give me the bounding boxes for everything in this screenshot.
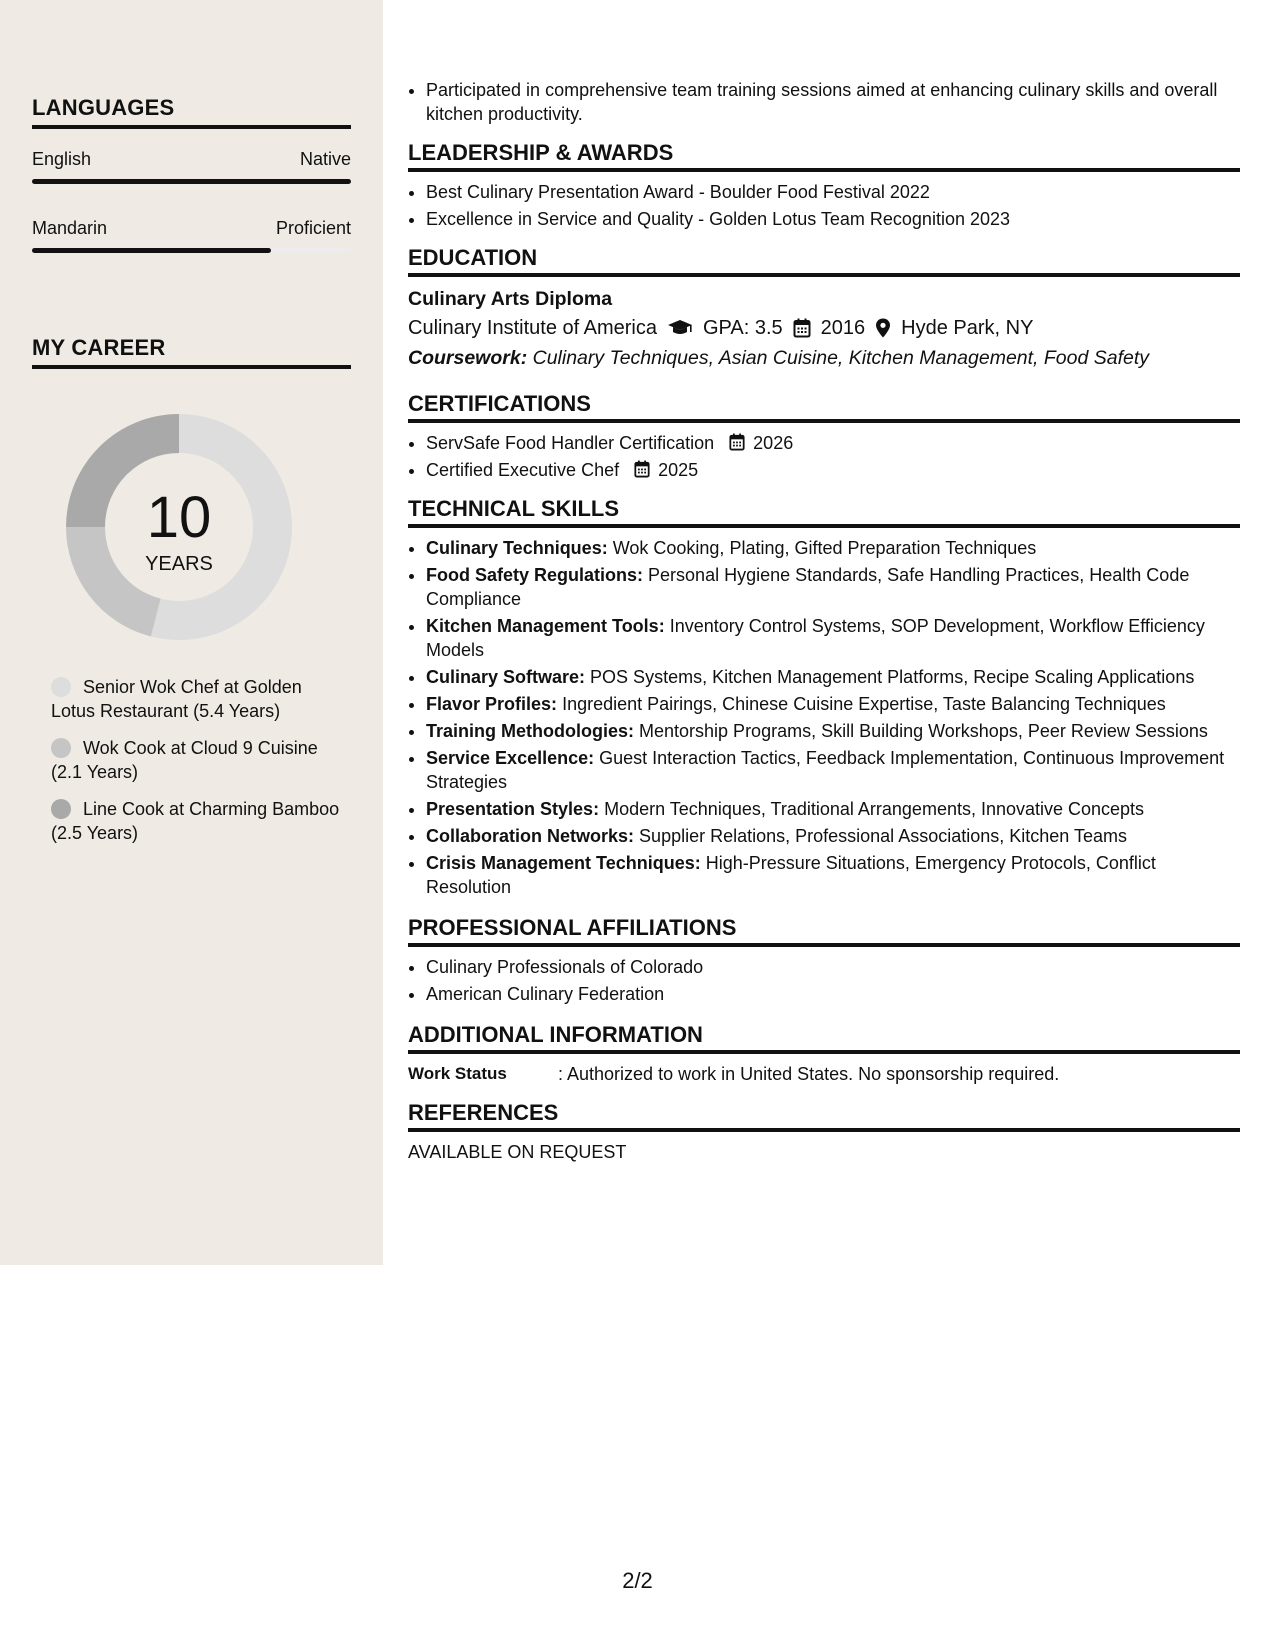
- skill-label: Culinary Software:: [426, 667, 586, 687]
- career-legend-text: Line Cook at Charming Bamboo (2.5 Years): [51, 799, 340, 843]
- career-legend-item: [51, 675, 341, 723]
- skill-label: Food Safety Regulations:: [426, 565, 644, 585]
- language-name: Mandarin: [32, 218, 108, 238]
- education-year: 2016: [820, 317, 866, 339]
- skill-text: Ingredient Pairings, Chinese Cuisine Expertise, Taste Balancing Techniques: [562, 694, 1166, 714]
- legend-dot: [51, 799, 71, 819]
- education-details: [408, 313, 1240, 343]
- coursework-list: Culinary Techniques, Asian Cuisine, Kitchen Management, Food Safety: [532, 347, 1150, 369]
- certification-item: [426, 431, 1240, 455]
- skill-item: [426, 563, 1240, 611]
- languages-section: [32, 95, 351, 253]
- award-item: • Excellence in Service and Quality - Golden Lotus Team Recognition 2023: [426, 207, 1240, 231]
- skill-label: Presentation Styles:: [426, 799, 600, 819]
- degree-title: Culinary Arts Diploma: [408, 288, 613, 310]
- skill-text: Modern Techniques, Traditional Arrangements, Innovative Concepts: [604, 799, 1145, 819]
- experience-bullet: • Participated in comprehensive team training sessions aimed at enhancing culinary skills and overall kitchen productivity.: [426, 78, 1240, 126]
- career-section: [32, 335, 351, 369]
- calendar-icon: [793, 318, 811, 338]
- certification-name: ServSafe Food Handler Certification: [426, 433, 715, 453]
- skill-item: [426, 536, 1240, 560]
- skill-text: POS Systems, Kitchen Management Platforms, Recipe Scaling Applications: [590, 667, 1195, 687]
- skill-text: Guest Interaction Tactics, Feedback Implementation, Continuous Improvement Strategies: [426, 748, 1225, 792]
- skill-text: Wok Cooking, Plating, Gifted Preparation Techniques: [612, 538, 1037, 558]
- legend-dot: [51, 738, 71, 758]
- work-status-row: [408, 1062, 1240, 1086]
- references-text: AVAILABLE ON REQUEST: [408, 1142, 627, 1162]
- languages-heading: LANGUAGES: [32, 95, 351, 129]
- affiliation-item: • Culinary Professionals of Colorado: [426, 955, 1240, 979]
- skill-label: Flavor Profiles:: [426, 694, 558, 714]
- work-status-value: : Authorized to work in United States. No sponsorship required.: [558, 1064, 1060, 1084]
- skill-label: Training Methodologies:: [426, 721, 634, 741]
- leadership-list: [408, 180, 1240, 231]
- calendar-icon: [729, 433, 745, 451]
- education-location: Hyde Park, NY: [901, 317, 1034, 339]
- skill-text: Inventory Control Systems, SOP Development, Workflow Efficiency Models: [426, 616, 1205, 660]
- education-heading: EDUCATION: [408, 245, 1240, 277]
- skill-item: [426, 824, 1240, 848]
- technical-skills-heading: TECHNICAL SKILLS: [408, 496, 1240, 528]
- award-item: • Best Culinary Presentation Award - Boulder Food Festival 2022: [426, 180, 1240, 204]
- skill-item: [426, 746, 1240, 794]
- location-pin-icon: [875, 318, 891, 338]
- gpa: GPA: 3.5: [703, 317, 783, 339]
- skill-item: [426, 614, 1240, 662]
- language-item-mandarin: [32, 218, 351, 253]
- language-level: Proficient: [275, 218, 351, 238]
- language-proficiency-bar: [32, 179, 351, 184]
- skill-label: Kitchen Management Tools:: [426, 616, 665, 636]
- career-legend-text: Wok Cook at Cloud 9 Cuisine (2.1 Years): [51, 738, 318, 782]
- career-heading: MY CAREER: [32, 335, 351, 369]
- main-content: [408, 78, 1240, 1164]
- skill-label: Culinary Techniques:: [426, 538, 608, 558]
- affiliation-item: • American Culinary Federation: [426, 982, 1240, 1006]
- language-level: Native: [299, 149, 351, 169]
- career-total-years: 10: [146, 484, 212, 550]
- skill-text: Supplier Relations, Professional Associations, Kitchen Teams: [639, 826, 1127, 846]
- certifications-list: [408, 431, 1240, 482]
- technical-skills-list: [408, 536, 1240, 899]
- page-number: 2/2: [622, 1568, 653, 1593]
- skill-item: [426, 719, 1240, 743]
- certifications-heading: CERTIFICATIONS: [408, 391, 1240, 423]
- language-proficiency-fill: [32, 179, 351, 184]
- work-status-label: Work Status: [408, 1064, 507, 1083]
- certification-item: [426, 458, 1240, 482]
- career-legend-text: Senior Wok Chef at Golden Lotus Restaurant (5.4 Years): [51, 677, 302, 721]
- career-legend-item: [51, 736, 341, 784]
- additional-info-heading: ADDITIONAL INFORMATION: [408, 1022, 1240, 1054]
- skill-item: [426, 692, 1240, 716]
- certification-year: 2026: [753, 433, 794, 453]
- language-proficiency-fill: [32, 248, 271, 253]
- language-proficiency-bar: [32, 248, 351, 253]
- legend-dot: [51, 677, 71, 697]
- skill-label: Service Excellence:: [426, 748, 595, 768]
- experience-continued-list: [408, 78, 1240, 126]
- language-name: English: [32, 149, 92, 169]
- career-legend-item: [51, 797, 341, 845]
- school-name: Culinary Institute of America: [408, 317, 657, 339]
- sidebar: [0, 0, 383, 1265]
- graduation-cap-icon: [667, 319, 693, 337]
- certification-year: 2025: [658, 460, 699, 480]
- references-heading: REFERENCES: [408, 1100, 1240, 1132]
- calendar-icon: [634, 460, 650, 478]
- skill-text: High-Pressure Situations, Emergency Protocols, Conflict Resolution: [426, 853, 1156, 897]
- skill-item: [426, 851, 1240, 899]
- affiliations-list: [408, 955, 1240, 1006]
- coursework: [408, 343, 1240, 373]
- skill-item: [426, 665, 1240, 689]
- skill-item: [426, 797, 1240, 821]
- career-legend: [51, 675, 341, 858]
- leadership-heading: LEADERSHIP & AWARDS: [408, 140, 1240, 172]
- certification-name: Certified Executive Chef: [426, 460, 620, 480]
- coursework-label: Coursework:: [408, 347, 528, 369]
- skill-text: Mentorship Programs, Skill Building Workshops, Peer Review Sessions: [639, 721, 1208, 741]
- career-total-unit: YEARS: [145, 552, 213, 575]
- career-donut-chart: [66, 414, 292, 640]
- skill-label: Crisis Management Techniques:: [426, 853, 701, 873]
- affiliations-heading: PROFESSIONAL AFFILIATIONS: [408, 915, 1240, 947]
- language-item-english: [32, 149, 351, 184]
- skill-text: Personal Hygiene Standards, Safe Handling Practices, Health Code Compliance: [426, 565, 1190, 609]
- skill-label: Collaboration Networks:: [426, 826, 635, 846]
